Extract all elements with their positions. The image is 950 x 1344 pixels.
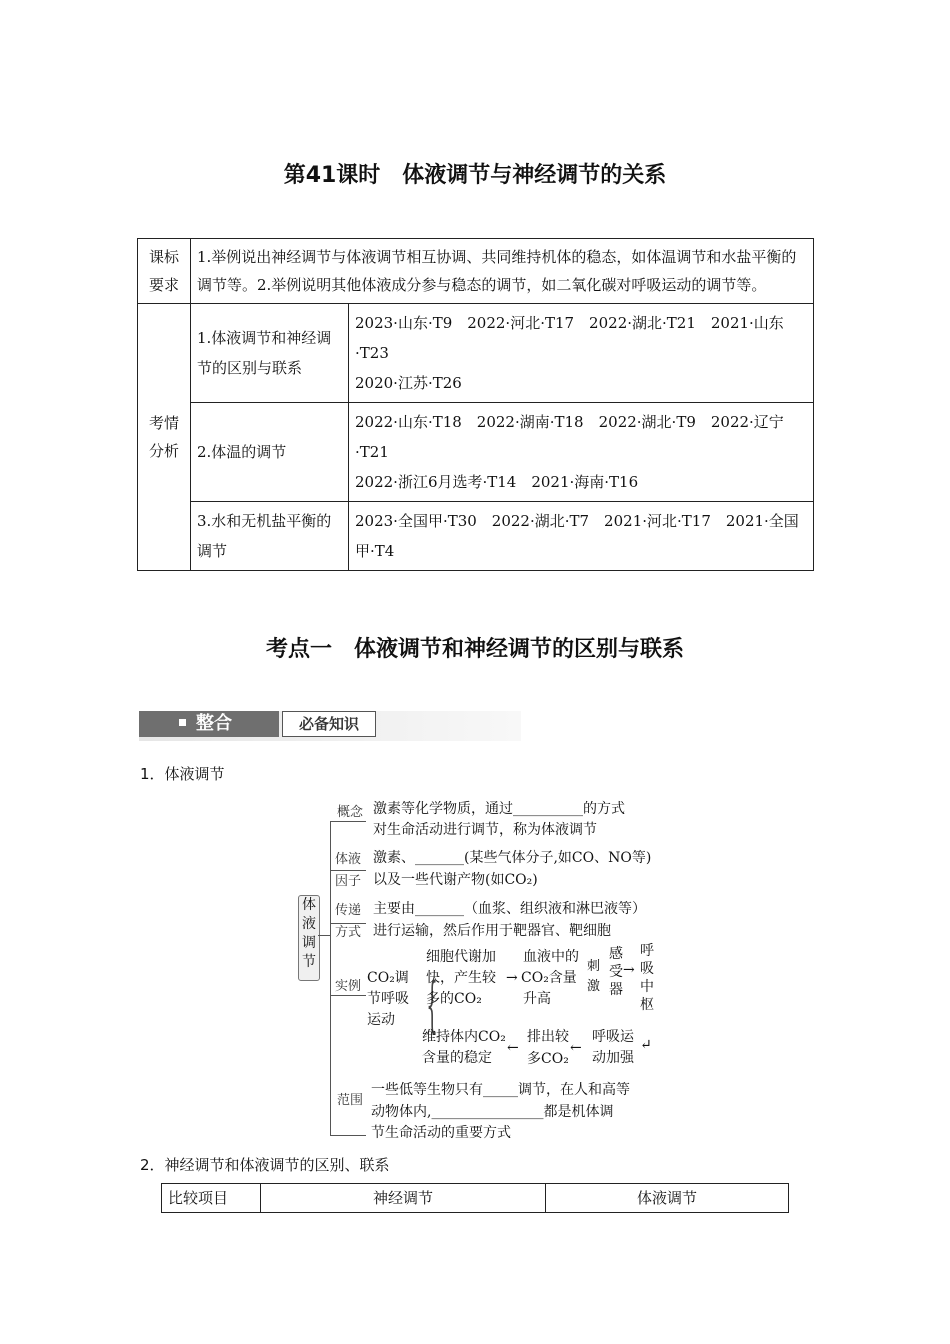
ex-h: 维持体内CO₂	[422, 1029, 506, 1045]
fluid-regulation-diagram	[295, 795, 665, 1150]
ex-b: CO₂含量	[521, 970, 577, 986]
ex-g: 排出较	[527, 1029, 569, 1045]
refs-cell: 2023·全国甲·T30 2022·湖北·T7 2021·河北·T17 2021·全国甲·T4	[349, 502, 814, 571]
scope-line: 动物体内,________________都是机体调	[371, 1104, 614, 1120]
scope-line: 一些低等生物只有_____调节，在人和高等	[371, 1082, 630, 1098]
factor-label: 因子	[335, 874, 362, 889]
factor-line: 激素、_______(某些气体分子,如CO、NO等)	[373, 850, 652, 866]
arrow-icon: ↵	[640, 1037, 652, 1053]
arrow-icon: →	[506, 970, 518, 986]
comparison-table	[161, 1183, 789, 1213]
trans-label: 传递	[335, 903, 362, 918]
ex-center: 呼吸中枢	[640, 943, 654, 1013]
section-banner	[139, 711, 521, 741]
kaoqing-label: 考情分析	[138, 304, 191, 571]
trans-label: 方式	[335, 925, 362, 940]
brace: {	[426, 970, 438, 1040]
arrow-icon: ←	[507, 1040, 519, 1056]
trans-line: 主要由_______（血浆、组织液和淋巴液等）	[373, 901, 646, 917]
arrow-icon: →	[623, 962, 635, 978]
ex-b: 血液中的	[523, 949, 579, 965]
refs-cell	[349, 403, 814, 502]
ex-receptor: 感受器	[609, 946, 623, 998]
ex-g: 多CO₂	[527, 1051, 569, 1067]
square-icon	[179, 719, 186, 726]
topic-cell: 1.体液调节和神经调节的区别与联系	[191, 304, 349, 403]
factor-label: 体液	[335, 852, 362, 867]
ex-h: 含量的稳定	[422, 1050, 492, 1066]
ex-f: 呼吸运	[592, 1029, 634, 1045]
banner-right: 必备知识	[282, 711, 376, 737]
banner-left	[139, 711, 279, 737]
section-title: 考点一 体液调节和神经调节的区别与联系	[265, 637, 684, 662]
concept-line: 激素等化学物质，通过__________的方式	[373, 801, 625, 817]
factor-line: 以及一些代谢产物(如CO₂)	[373, 872, 538, 888]
lesson-title: 第41课时 体液调节与神经调节的关系	[283, 163, 667, 188]
header-cell: 比较项目	[162, 1184, 261, 1213]
ex-f: 动加强	[592, 1050, 634, 1066]
banner-left-label: 整合	[196, 713, 232, 734]
example-head: 节呼吸	[367, 991, 409, 1007]
kebiao-text: 1.举例说出神经调节与体液调节相互协调、共同维持机体的稳态，如体温调节和水盐平衡的调节等。2.举例说明其他体液成分参与稳态的调节，如二氧化碳对呼吸运动的调节等。	[191, 239, 814, 304]
refs-line: 2020·江苏·T26	[355, 374, 462, 392]
header-cell: 体液调节	[546, 1184, 789, 1213]
refs-cell	[349, 304, 814, 403]
ex-a: 细胞代谢加	[426, 949, 496, 965]
requirements-table	[137, 238, 814, 571]
topic-cell: 3.水和无机盐平衡的调节	[191, 502, 349, 571]
trans-line: 进行运输，然后作用于靶器官、靶细胞	[373, 923, 611, 939]
scope-line: 节生命活动的重要方式	[371, 1125, 511, 1141]
concept-label: 概念	[337, 805, 364, 820]
arrow-icon: ←	[570, 1040, 582, 1056]
refs-line: 2022·浙江6月选考·T14 2021·海南·T16	[355, 473, 639, 491]
subheading-2: 2．神经调节和体液调节的区别、联系	[140, 1156, 390, 1174]
ex-stimulus: 刺激	[587, 959, 601, 994]
example-head: CO₂调	[367, 970, 409, 986]
header-cell: 神经调节	[261, 1184, 546, 1213]
refs-line: 2023·山东·T9 2022·河北·T17 2022·湖北·T21 2021·山东·T23	[355, 314, 784, 362]
ex-a: 多的CO₂	[426, 991, 482, 1007]
ex-b: 升高	[523, 991, 551, 1007]
refs-line: 2022·山东·T18 2022·湖南·T18 2022·湖北·T9 2022·辽宁·T21	[355, 413, 784, 461]
topic-cell: 2.体温的调节	[191, 403, 349, 502]
ex-a: 快，产生较	[426, 970, 496, 986]
example-head: 运动	[367, 1012, 395, 1028]
example-label: 实例	[335, 979, 362, 994]
diagram-root: 体液调节	[298, 895, 320, 981]
subheading-1: 1．体液调节	[140, 765, 225, 783]
scope-label: 范围	[337, 1093, 364, 1108]
concept-line: 对生命活动进行调节，称为体液调节	[373, 822, 597, 838]
kebiao-label: 课标要求	[138, 239, 191, 304]
